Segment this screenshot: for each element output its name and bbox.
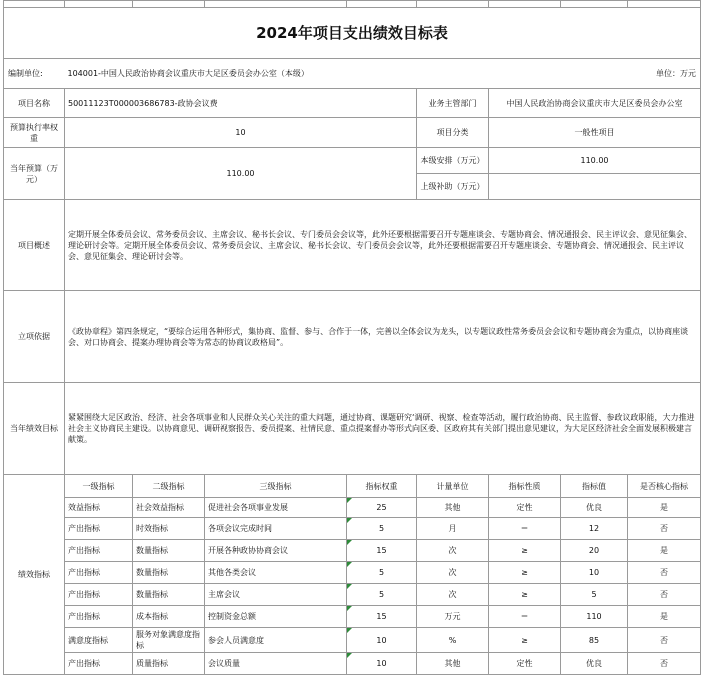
- table-row: [4, 498, 701, 518]
- row-unit: 其他: [417, 498, 489, 518]
- row-weight: 5: [347, 562, 417, 584]
- row-level2: 质量指标: [133, 653, 205, 675]
- header-level3: 三级指标: [205, 475, 347, 498]
- row-unit: 次: [417, 562, 489, 584]
- table-row: [4, 653, 701, 675]
- row-level3: 各项会议完成时间: [205, 518, 347, 540]
- header-value: 指标值: [561, 475, 628, 498]
- row-core: 否: [628, 584, 701, 606]
- row-weight: 15: [347, 540, 417, 562]
- row-level1: 产出指标: [65, 584, 133, 606]
- table-row: [4, 628, 701, 653]
- row-unit: 次: [417, 584, 489, 606]
- row-nature: ≥: [489, 584, 561, 606]
- page-title: 2024年项目支出绩效目标表: [4, 8, 701, 59]
- row-nature: ≥: [489, 628, 561, 653]
- row-weight: 25: [347, 498, 417, 518]
- overview-label: 项目概述: [4, 200, 65, 291]
- row-value: 12: [561, 518, 628, 540]
- category-label: 项目分类: [417, 118, 489, 148]
- own-funds-value: 110.00: [489, 148, 701, 174]
- row-core: 否: [628, 653, 701, 675]
- row-level1: 效益指标: [65, 498, 133, 518]
- goal-value: 紧紧围绕大足区政治、经济、社会各项事业和人民群众关心关注的重大问题，通过协商、课题研究‘调研、视察、检查等活动，履行政治协商、民主监督、参政议政职能，大力推进社会主义协商民主建设。以协商意见、调研视察报告、委员提案、社情民意、重点提案督办等形式向区委、区政府其有关部门提出意见建议，为大足区经济社会全面发展积极建言献策。: [65, 383, 701, 475]
- dept-label: 业务主管部门: [417, 89, 489, 118]
- header-level1: 一级指标: [65, 475, 133, 498]
- row-level2: 数量指标: [133, 562, 205, 584]
- row-weight: 5: [347, 584, 417, 606]
- row-unit: 万元: [417, 606, 489, 628]
- budget-value: 110.00: [65, 148, 417, 200]
- own-funds-label: 本级安排（万元）: [417, 148, 489, 174]
- row-level1: 产出指标: [65, 518, 133, 540]
- row-weight: 15: [347, 606, 417, 628]
- table-row: [4, 562, 701, 584]
- unit-label: 单位：万元: [561, 59, 701, 89]
- row-nature: ≥: [489, 562, 561, 584]
- table-row: [4, 584, 701, 606]
- budget-label: 当年预算（万元）: [4, 148, 65, 200]
- row-value: 优良: [561, 498, 628, 518]
- row-level3: 开展各种政协协商会议: [205, 540, 347, 562]
- row-level1: 产出指标: [65, 540, 133, 562]
- weight-value: 10: [65, 118, 417, 148]
- row-level2: 成本指标: [133, 606, 205, 628]
- row-value: 优良: [561, 653, 628, 675]
- row-nature: ＝: [489, 518, 561, 540]
- sub-funds-value: [489, 174, 701, 200]
- row-core: 是: [628, 606, 701, 628]
- indicators-label: 绩效指标: [4, 475, 65, 675]
- row-value: 10: [561, 562, 628, 584]
- dept-value: 中国人民政治协商会议重庆市大足区委员会办公室: [489, 89, 701, 118]
- row-level2: 数量指标: [133, 540, 205, 562]
- row-level3: 参会人员满意度: [205, 628, 347, 653]
- row-weight: 10: [347, 653, 417, 675]
- top-strip-row: [4, 1, 701, 8]
- basis-value: 《政协章程》第四条规定，“要综合运用各种形式，集协商、监督、参与、合作于一体，完善以全体会议为龙头，以专题议政性常务委员会会议和专题协商会为重点，以协商座谈会、对口协商会、提案办理协商会等为常态的协商议政格局”。: [65, 291, 701, 383]
- row-level2: 社会效益指标: [133, 498, 205, 518]
- header-level2: 二级指标: [133, 475, 205, 498]
- row-level3: 其他各类会议: [205, 562, 347, 584]
- row-core: 是: [628, 540, 701, 562]
- row-level3: 促进社会各项事业发展: [205, 498, 347, 518]
- indicator-header-row: [4, 475, 701, 498]
- table-row: [4, 540, 701, 562]
- header-core: 是否核心指标: [628, 475, 701, 498]
- row-core: 是: [628, 498, 701, 518]
- row-core: 否: [628, 562, 701, 584]
- table-row: [4, 518, 701, 540]
- row-core: 否: [628, 518, 701, 540]
- compiler-row: [4, 59, 701, 89]
- row-level2: 时效指标: [133, 518, 205, 540]
- row-nature: 定性: [489, 653, 561, 675]
- row-level3: 会议质量: [205, 653, 347, 675]
- compiler-value: 104001-中国人民政治协商会议重庆市大足区委员会办公室（本级）: [65, 59, 561, 89]
- overview-value: 定期开展全体委员会议、常务委员会议、主席会议、秘书长会议、专门委员会会议等，此外还要根据需要召开专题座谈会、专题协商会、情况通报会、民主评议会、意见征集会、理论研讨会等。定期开展全体委员会议、常务委员会议、主席会议、秘书长会议、专门委员会会议等，此外还要根据需要召开专题座谈会、专题协商会、情况通报会、民主评议会、意见征集会、理论研讨会等。: [65, 200, 701, 291]
- row-weight: 10: [347, 628, 417, 653]
- row-unit: 次: [417, 540, 489, 562]
- row-nature: ≥: [489, 540, 561, 562]
- compiler-label: 编制单位:: [4, 59, 65, 89]
- row-nature: 定性: [489, 498, 561, 518]
- row-level3: 控制资金总额: [205, 606, 347, 628]
- row-level2: 服务对象满意度指标: [133, 628, 205, 653]
- header-weight: 指标权重: [347, 475, 417, 498]
- row-value: 5: [561, 584, 628, 606]
- row-value: 110: [561, 606, 628, 628]
- row-unit: 月: [417, 518, 489, 540]
- row-value: 85: [561, 628, 628, 653]
- sub-funds-label: 上级补助（万元）: [417, 174, 489, 200]
- row-level2: 数量指标: [133, 584, 205, 606]
- row-value: 20: [561, 540, 628, 562]
- category-value: 一般性项目: [489, 118, 701, 148]
- project-name-value: 50011123T000003686783-政协会议费: [65, 89, 417, 118]
- table-row: [4, 606, 701, 628]
- performance-sheet: [3, 0, 700, 694]
- goal-label: 当年绩效目标: [4, 383, 65, 475]
- row-level1: 产出指标: [65, 562, 133, 584]
- row-weight: 5: [347, 518, 417, 540]
- header-nature: 指标性质: [489, 475, 561, 498]
- row-unit: %: [417, 628, 489, 653]
- header-unit: 计量单位: [417, 475, 489, 498]
- performance-table: [3, 0, 701, 675]
- project-name-label: 项目名称: [4, 89, 65, 118]
- row-level1: 产出指标: [65, 606, 133, 628]
- row-nature: ＝: [489, 606, 561, 628]
- weight-label: 预算执行率权重: [4, 118, 65, 148]
- row-level1: 满意度指标: [65, 628, 133, 653]
- row-unit: 其他: [417, 653, 489, 675]
- row-level1: 产出指标: [65, 653, 133, 675]
- basis-label: 立项依据: [4, 291, 65, 383]
- row-level3: 主席会议: [205, 584, 347, 606]
- row-core: 否: [628, 628, 701, 653]
